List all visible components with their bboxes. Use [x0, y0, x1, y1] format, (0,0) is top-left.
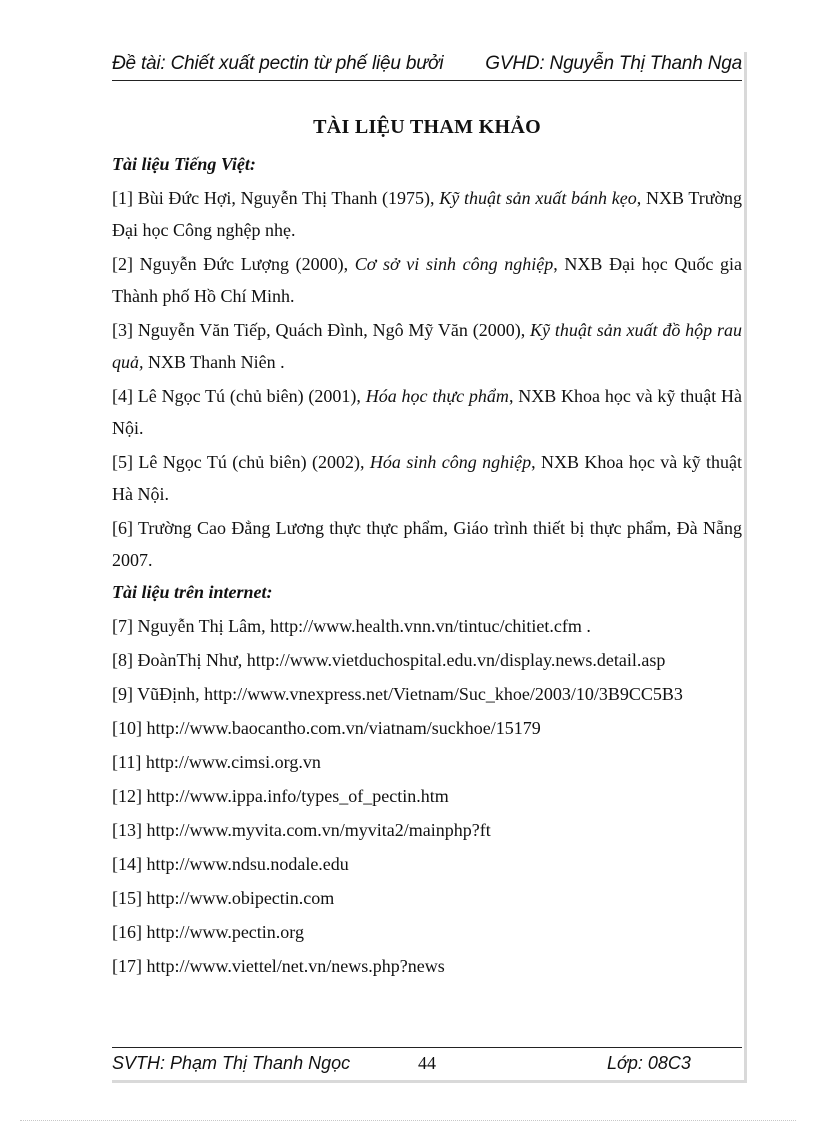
reference-item: [112, 182, 742, 246]
ref-text: , NXB Khoa học và kỹ thuật Hà Nội.: [112, 386, 743, 438]
ref-text: , NXB Khoa học và kỹ thuật Hà Nội.: [112, 452, 743, 504]
ref-text: [6] Trường Cao Đẳng Lương thực thực phẩm, Giáo trình thiết bị thực phẩm, Đà Nẵng 2007.: [112, 518, 742, 570]
ref-text: [3] Nguyễn Văn Tiếp, Quách Đình, Ngô Mỹ Văn (2000),: [112, 320, 531, 340]
reference-item: [9] VũĐịnh, http://www.vnexpress.net/Vietnam/Suc_khoe/2003/10/3B9CC5B3: [112, 684, 683, 704]
reference-item: [112, 380, 742, 444]
ref-text: , NXB Trường Đại học Công nghệp nhẹ.: [112, 188, 742, 240]
ref-text: [5] Lê Ngọc Tú (chủ biên) (2002),: [112, 452, 370, 472]
ref-text: [2] Nguyễn Đức Lượng (2000),: [112, 254, 355, 274]
footer-class: Lớp: 08C3: [607, 1053, 691, 1073]
ref-title: Hóa sinh công nghiệp: [369, 452, 532, 472]
header-advisor: GVHD: Nguyễn Thị Thanh Nga: [485, 53, 742, 74]
internet-reference-list: [112, 610, 742, 982]
reference-item: [112, 248, 742, 312]
reference-item: [8] ĐoànThị Như, http://www.vietduchospital.edu.vn/display.news.detail.asp: [112, 650, 666, 670]
page-shadow-right: [744, 52, 747, 1080]
reference-item: [112, 512, 742, 576]
page-shadow-bottom: [112, 1080, 747, 1083]
ref-title: Kỹ thuật sản xuất bánh kẹo: [439, 188, 637, 208]
reference-item: [11] http://www.cimsi.org.vn: [112, 752, 321, 772]
section-heading-internet: Tài liệu trên internet:: [112, 582, 273, 602]
page-footer: [112, 1047, 742, 1078]
reference-item: [10] http://www.baocantho.com.vn/viatnam/suckhoe/15179: [112, 718, 541, 738]
reference-item: [13] http://www.myvita.com.vn/myvita2/mainphp?ft: [112, 820, 491, 840]
reference-item: [7] Nguyễn Thị Lâm, http://www.health.vnn.vn/tintuc/chitiet.cfm .: [112, 616, 591, 636]
reference-item: [112, 314, 742, 378]
references-content: [112, 150, 742, 984]
section-heading-vietnamese: Tài liệu Tiếng Việt:: [112, 154, 256, 174]
ref-text: [4] Lê Ngọc Tú (chủ biên) (2001),: [112, 386, 366, 406]
ref-text: , NXB Đại học Quốc gia Thành phố Hồ Chí Minh.: [112, 254, 742, 306]
page-bottom-dotted-line: [20, 1120, 796, 1121]
ref-title: Hóa học thực phẩm: [365, 386, 509, 406]
reference-item: [17] http://www.viettel/net.vn/news.php?news: [112, 956, 445, 976]
reference-item: [112, 446, 742, 510]
reference-item: [14] http://www.ndsu.nodale.edu: [112, 854, 349, 874]
footer-student: SVTH: Phạm Thị Thanh Ngọc: [112, 1053, 351, 1073]
page-number: 44: [418, 1053, 436, 1073]
reference-item: [16] http://www.pectin.org: [112, 922, 304, 942]
page-title: TÀI LIỆU THAM KHẢO: [313, 116, 541, 138]
ref-title: Cơ sở vi sinh công nghiệp: [354, 254, 554, 274]
reference-item: [15] http://www.obipectin.com: [112, 888, 335, 908]
page-header: [112, 50, 742, 81]
header-topic: Đề tài: Chiết xuất pectin từ phế liệu bưởi: [112, 53, 444, 74]
ref-title: Kỹ thuật sản xuất đồ hộp rau quả,: [112, 320, 742, 372]
ref-text: [1] Bùi Đức Hợi, Nguyễn Thị Thanh (1975),: [112, 188, 440, 208]
reference-item: [12] http://www.ippa.info/types_of_pectin.htm: [112, 786, 449, 806]
ref-text: NXB Thanh Niên .: [143, 352, 285, 372]
